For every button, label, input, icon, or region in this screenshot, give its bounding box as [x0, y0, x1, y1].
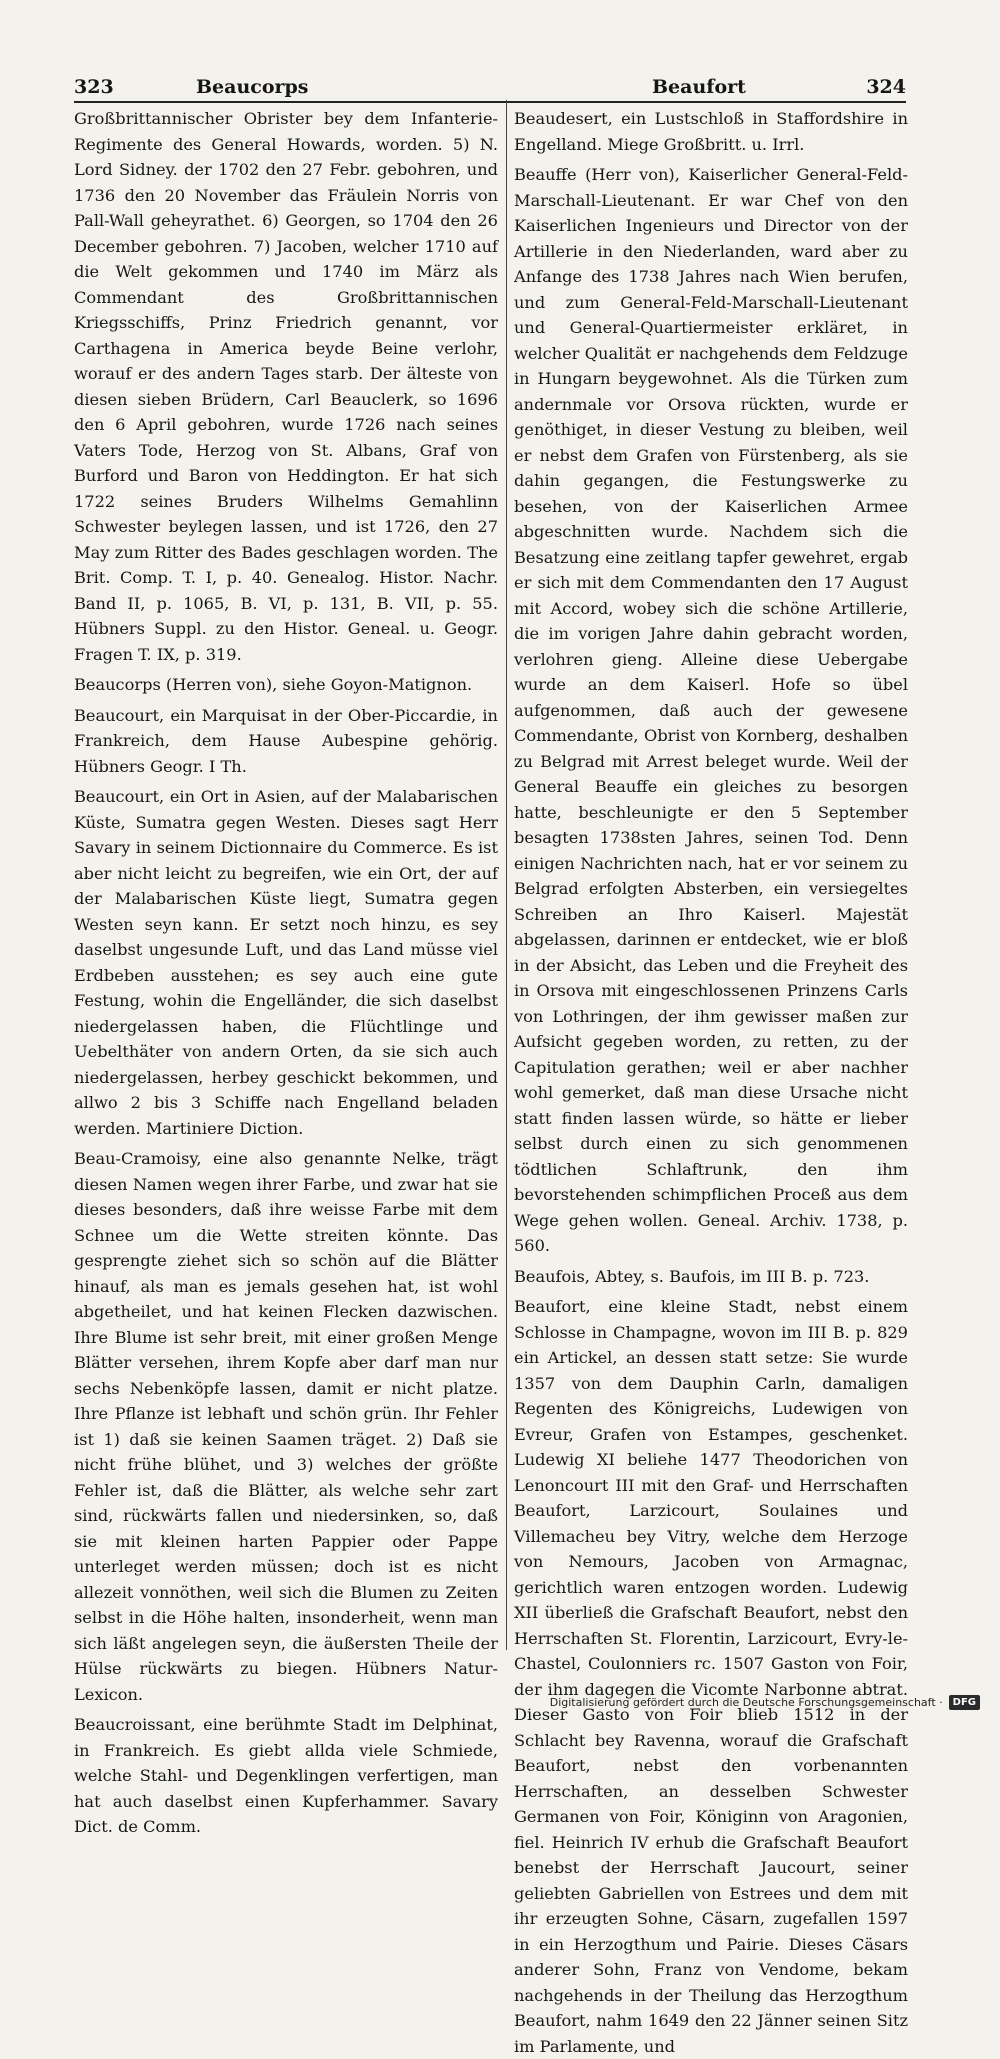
entry-paragraph: Beaufort, eine kleine Stadt, nebst einem Schlosse in Champagne, wovon im III B. p. 829 ein Artickel, an dessen statt setze: Sie wurde 1357 von dem Dauphin Carln, damaligen Regenten des Königreichs, Ludewigen von Evreur, Grafen von Estampes, geschenket. Ludewig XI beliehe 1477 Theodorichen von Lenoncourt III mit den Graf- und Herrschaften Beaufort, Larzicourt, Soulaines und Villemacheu bey Vitry, welche dem Herzoge von Nemours, Jacoben von Armagnac, gerichtlich waren entzogen worden. Ludewig XII überließ die Grafschaft Beaufort, nebst den Herrschaften St. Florentin, Larzicourt, Evry-le-Chastel, Coulonniers rc. 1507 Gaston von Foir, der ihm dagegen die Vicomte Narbonne abtrat. Dieser Gasto von Foir blieb 1512 in der Schlacht bey Ravenna, worauf die Grafschaft Beaufort, nebst den vorbenannten Herrschaften, an desselben Schwester Germanen von Foir, Königinn von Aragonien, fiel. Heinrich IV erhub die Grafschaft Beaufort benebst der Herrschaft Jaucourt, seiner geliebten Gabriellen von Estrees und dem mit ihr erzeugten Sohne, Cäsarn, zugefallen 1597 in ein Herzogthum und Pairie. Dieses Cäsars anderer Sohn, Franz von Vendome, bekam nachgehends in der Theilung das Herzogthum Beaufort, nahm 1649 den 22 Jänner seinen Sitz im Parlamente, und: [514, 1297, 908, 2056]
entry-paragraph: Beaudesert, ein Lustschloß in Staffordshire in Engelland. Miege Großbritt. u. Irrl.: [514, 109, 908, 154]
running-head-left: Beaucorps: [196, 76, 309, 98]
header-rule: [74, 101, 906, 103]
entry-paragraph: Beaucourt, ein Marquisat in der Ober-Piccardie, in Frankreich, dem Hause Aubespine gehörig. Hübners Geogr. I Th.: [74, 705, 498, 776]
footer-text: Digitalisierung gefördert durch die Deutsche Forschungsgemeinschaft ·: [549, 1695, 943, 1709]
digitization-footer: [550, 1692, 980, 1712]
entry-paragraph: Beau-Cramoisy, eine also genannte Nelke, trägt diesen Namen wegen ihrer Farbe, und zwar hat sie dieses besonders, daß ihre weisse Farbe mit dem Schnee um die Wette streiten könnte. Das gesprengte ziehet sich so schön auf die Blätter hinauf, als man es jemals gesehen hat, ist wohl abgetheilet, und hat keinen Flecken dazwischen. Ihre Blume ist sehr breit, mit einer großen Menge Blätter versehen, ihrem Kopfe aber darf man nur sechs Nebenköpfe lassen, damit er nicht platze. Ihre Pflanze ist lebhaft und schön grün. Ihr Fehler ist 1) daß sie keinen Saamen träget. 2) Daß sie nicht frühe blühet, und 3) welches der größte Fehler ist, daß die Blätter, als welche sehr zart sind, rückwärts fallen und niedersinken, so, daß sie mit kleinen harten Pappier oder Pappe unterleget werden müssen; doch ist es nicht allezeit vonnöthen, weil sich die Blumen zu Zeiten selbst in die Höhe halten, insonderheit, wenn man sich läßt angelegen seyn, die äußersten Theile der Hülse rückwärts zu biegen. Hübners Natur-Lexicon.: [74, 1149, 498, 1704]
page-number-left: 323: [74, 76, 114, 98]
entry-paragraph: Großbrittannischer Obrister bey dem Infanterie-Regimente des General Howards, worden. 5) N. Lord Sidney. der 1702 den 27 Febr. gebohren, und 1736 den 20 November das Fräulein Norris von Pall-Wall geheyrathet. 6) Georgen, so 1704 den 26 December gebohren. 7) Jacoben, welcher 1710 auf die Welt gekommen und 1740 im März als Commendant des Großbrittannischen Kriegsschiffs, Prinz Friedrich genannt, vor Carthagena in America beyde Beine verlohr, worauf er des andern Tages starb. Der älteste von diesen sieben Brüdern, Carl Beauclerk, so 1696 den 6 April gebohren, wurde 1726 nach seines Vaters Tode, Herzog von St. Albans, Graf von Burford und Baron von Heddington. Er hat sich 1722 seines Bruders Wilhelms Gemahlinn Schwester beylegen lassen, und ist 1726, den 27 May zum Ritter des Bades geschlagen worden. The Brit. Comp. T. I, p. 40. Genealog. Histor. Nachr. Band II, p. 1065, B. VI, p. 131, B. VII, p. 55. Hübners Suppl. zu den Histor. Geneal. u. Geogr. Fragen T. IX, p. 319.: [74, 109, 498, 664]
page-header: [74, 76, 906, 100]
left-column: [74, 106, 498, 1836]
column-divider: [506, 100, 507, 1650]
dfg-logo: DFG: [949, 1695, 980, 1710]
entry-paragraph: Beaucroissant, eine berühmte Stadt im Delphinat, in Frankreich. Es giebt allda viele Schmiede, welche Stahl- und Degenklingen verfertigen, man hat auch daselbst einen Kupferhammer. Savary Dict. de Comm.: [74, 1715, 498, 1836]
entry-paragraph: Beaufois, Abtey, s. Baufois, im III B. p. 723.: [514, 1266, 870, 1286]
page-number-right: 324: [866, 76, 906, 98]
entry-paragraph: Beauffe (Herr von), Kaiserlicher General-Feld-Marschall-Lieutenant. Er war Chef von den Kaiserlichen Ingenieurs und Director von der Artillerie in den Niederlanden, ward aber zu Anfange des 1738 Jahres nach Wien berufen, und zum General-Feld-Marschall-Lieutenant und General-Quartiermeister erkläret, in welcher Qualität er nachgehends dem Feldzuge in Hungarn beygewohnet. Als die Türken zum andernmale vor Orsova rückten, wurde er genöthiget, in dieser Vestung zu bleiben, weil er nebst dem Grafen von Fürstenberg, als sie dahin gegangen, die Festungswerke zu besehen, von der Kaiserlichen Armee abgeschnitten wurde. Nachdem sich die Besatzung eine zeitlang tapfer gewehret, ergab er sich mit dem Commendanten den 17 August mit Accord, wobey sich die schöne Artillerie, die im vorigen Jahre dahin gebracht worden, verlohren gieng. Alleine diese Uebergabe wurde an dem Kaiserl. Hofe so übel aufgenommen, daß auch der gewesene Commendante, Obrist von Kornberg, deshalben zu Belgrad mit Arrest beleget wurde. Weil der General Beauffe ein gleiches zu besorgen hatte, beschleunigte er den 5 September besagten 1738sten Jahres, seinen Tod. Denn einigen Nachrichten nach, hat er vor seinem zu Belgrad erfolgten Absterben, ein versiegeltes Schreiben an Ihro Kaiserl. Majestät abgelassen, darinnen er entdecket, wie er bloß in der Absicht, das Leben und die Freyheit des in Orsova mit eingeschlossenen Prinzens Carls von Lothringen, der ihm gewisser maßen zur Aufsicht gegeben worden, zu retten, zu der Capitulation gerathen; weil er aber nachher wohl gemerket, daß man diese Ursache nicht statt finden lassen würde, so hätte er lieber selbst durch einen zu sich genommenen tödtlichen Schlaftrunk, den ihm bevorstehenden schimpflichen Proceß aus dem Wege gehen wollen. Geneal. Archiv. 1738, p. 560.: [514, 165, 908, 1255]
entry-paragraph: Beaucorps (Herren von), siehe Goyon-Matignon.: [74, 675, 473, 694]
entry-paragraph: Beaucourt, ein Ort in Asien, auf der Malabarischen Küste, Sumatra gegen Westen. Dieses sagt Herr Savary in seinem Dictionnaire du Commerce. Es ist aber nicht leicht zu begreifen, wie ein Ort, der auf der Malabarischen Küste liegt, Sumatra gegen Westen seyn kann. Er setzt noch hinzu, es sey daselbst ungesunde Luft, und das Land müsse viel Erdbeben ausstehen; es sey auch eine gute Festung, wohin die Engelländer, die sich daselbst niedergelassen haben, die Flüchtlinge und Uebelthäter von andern Orten, da sie sich auch niedergelassen, herbey geschickt bekommen, und allwo 2 bis 3 Schiffe nach Engelland beladen werden. Martiniere Diction.: [74, 787, 498, 1138]
running-head-right: Beaufort: [652, 76, 746, 98]
